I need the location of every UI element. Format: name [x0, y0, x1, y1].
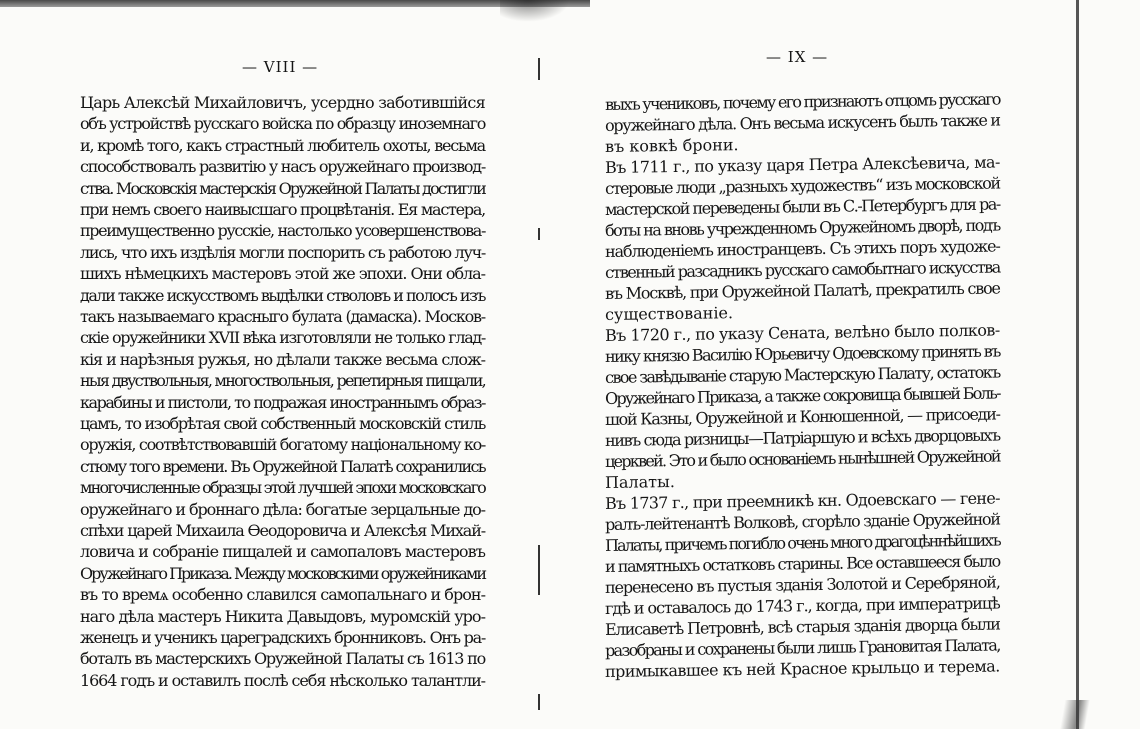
book-spine-mark [538, 58, 540, 80]
text-line: и памятныхъ остатковъ старины. Все оставшееся было [604, 551, 1000, 576]
text-line: цамъ, то изобрѣтая свой собственный московскій стиль [80, 414, 485, 433]
text-line: объ устройствѣ русскаго войска по образцу иноземнаго [80, 114, 485, 134]
text-line: наблюденіемъ иностранцевъ. Съ этихъ поръ художе- [604, 236, 1000, 261]
text-line: наго дѣла мастеръ Никита Давыдовъ, муромскій уро- [80, 606, 485, 626]
text-line: кія и нарѣзныя ружья, но дѣлали также весьма слож- [80, 349, 486, 369]
text-line: нику князю Василію Юрьевичу Одоевскому принять въ [604, 341, 1000, 366]
text-line: оружія, соотвѣтствовавшій богатому національному ко- [80, 435, 485, 455]
book-spine-mark [538, 694, 540, 710]
text-line: Оружейнаго Приказа. Между московскими оружейниками [80, 563, 485, 583]
text-line: разобраны и сохранены были лишь Грановитая Палата, [604, 635, 1000, 660]
text-line: ловича и собраніе пищалей и самопаловъ мастеровъ [80, 542, 485, 562]
text-line: преимущественно русскіе, настолько усовершенствова- [80, 221, 486, 241]
text-line: гдѣ и оставалось до 1743 г., когда, при императрицѣ [604, 593, 1000, 618]
text-line: способствовалъ развитію у насъ оружейнаго производ- [80, 157, 486, 177]
text-line: 1664 годъ и оставилъ послѣ себя нѣсколько талантли- [80, 670, 486, 690]
text-line: при немъ своего наивысшаго процвѣтанія. Ея мастера, [80, 200, 486, 219]
text-line: Палаты. [604, 472, 675, 492]
text-line: оружейнаго и броннаго дѣла: богатые зерцальные до- [80, 499, 485, 519]
text-line: Въ 1711 г., по указу царя Петра Алексѣевича, ма- [604, 152, 1000, 177]
text-line: ныя двуствольныя, многоствольныя, репетирныя пищали, [80, 371, 485, 391]
text-line: Въ 1737 г., при преемникѣ кн. Одоевскаго — гене- [604, 488, 1000, 513]
text-line: ралъ-лейтенантѣ Волковѣ, сгорѣло зданіе Оружейной [604, 509, 1000, 534]
text-line: перенесено въ пустыя зданія Золотой и Серебряной, [604, 572, 1000, 597]
scan-right-edge [1076, 0, 1079, 729]
text-line: выхъ учениковъ, почему его признаютъ отцомъ русскаго [604, 89, 1000, 114]
text-line: боты на вновь учрежденномъ Оружейномъ дворѣ, подъ [604, 215, 1000, 240]
text-line: существованіе. [604, 303, 734, 324]
text-line: примыкавшее къ ней Красное крыльцо и терема. [604, 656, 1000, 681]
text-line: оружейнаго дѣла. Онъ весьма искусенъ былъ также и [604, 110, 1000, 135]
text-line: многочисленные образцы этой лучшей эпохи московскаго [80, 478, 486, 498]
text-line: шихъ нѣмецкихъ мастеровъ этой же эпохи. Они обла- [80, 264, 486, 284]
text-line: Оружейнаго Приказа, а также сокровища бывшей Боль- [604, 383, 1000, 408]
text-line: и, кромѣ того, какъ страстный любитель охоты, весьма [80, 135, 485, 155]
text-line: Елисаветѣ Петровнѣ, всѣ старыя зданія дворца были [604, 614, 1000, 639]
scan-shadow [500, 0, 570, 22]
text-line: ства. Московскія мастерскія Оружейной Палаты достигли [80, 178, 485, 198]
page-number: — IX — [766, 48, 829, 66]
text-line: въ Москвѣ, при Оружейной Палатѣ, прекратилъ свое [604, 278, 1000, 303]
text-line: стеровые люди „разныхъ художествъ“ изъ московской [604, 173, 1000, 198]
text-line: спѣхи царей Михаила Ѳеодоровича и Алексѣя Михай- [80, 521, 485, 540]
text-line: стюму того времени. Въ Оружейной Палатѣ сохранились [80, 456, 486, 476]
text-line: въ ковкѣ брони. [604, 135, 739, 156]
text-line: Палаты, причемъ погибло очень много драгоцѣннѣйшихъ [604, 530, 1000, 555]
book-spine-mark [538, 228, 540, 240]
text-line: шой Казны, Оружейной и Конюшенной, — присоеди- [604, 404, 1000, 429]
text-line: ственный разсадникъ русскаго самобытнаго искусства [604, 257, 1000, 282]
text-line: скіе оружейники XVII вѣка изготовляли не только глад- [80, 328, 486, 348]
scan-corner-mark [1045, 700, 1140, 729]
text-line: боталъ въ мастерскихъ Оружейной Палаты съ 1613 по [80, 649, 485, 669]
text-line: церквей. Это и было основаніемъ нынѣшней Оружейной [604, 446, 1000, 471]
text-line: дали также искусствомъ выдѣлки стволовъ и полосъ изъ [80, 285, 486, 305]
text-line: въ то времѧ особенно славился самопальнаго и брон- [80, 585, 485, 605]
text-line: такъ называемаго красныго булата (дамаска). Москов- [80, 307, 485, 326]
text-line: лись, что ихъ издѣлія могли поспорить съ работою луч- [80, 242, 485, 262]
text-line: нивъ сюда ризницы—Патріаршую и всѣхъ дворцовыхъ [604, 425, 1000, 450]
text-line: Въ 1720 г., по указу Сената, велѣно было полков- [604, 320, 1000, 345]
book-spine-mark [538, 545, 540, 595]
text-line: свое завѣдываніе старую Мастерскую Палату, остатокъ [604, 362, 1000, 387]
text-line: Царь Алексѣй Михайловичъ, усердно заботившійся [80, 93, 485, 112]
text-line: карабины и пистоли, то подражая иностраннымъ образ- [80, 392, 485, 412]
text-line: женецъ и ученикъ цареградскихъ бронниковъ. Онъ ра- [80, 628, 486, 647]
page-number: — VIII — [242, 58, 319, 76]
text-line: мастерской переведены были въ С.-Петербургъ для ра- [604, 194, 1000, 219]
